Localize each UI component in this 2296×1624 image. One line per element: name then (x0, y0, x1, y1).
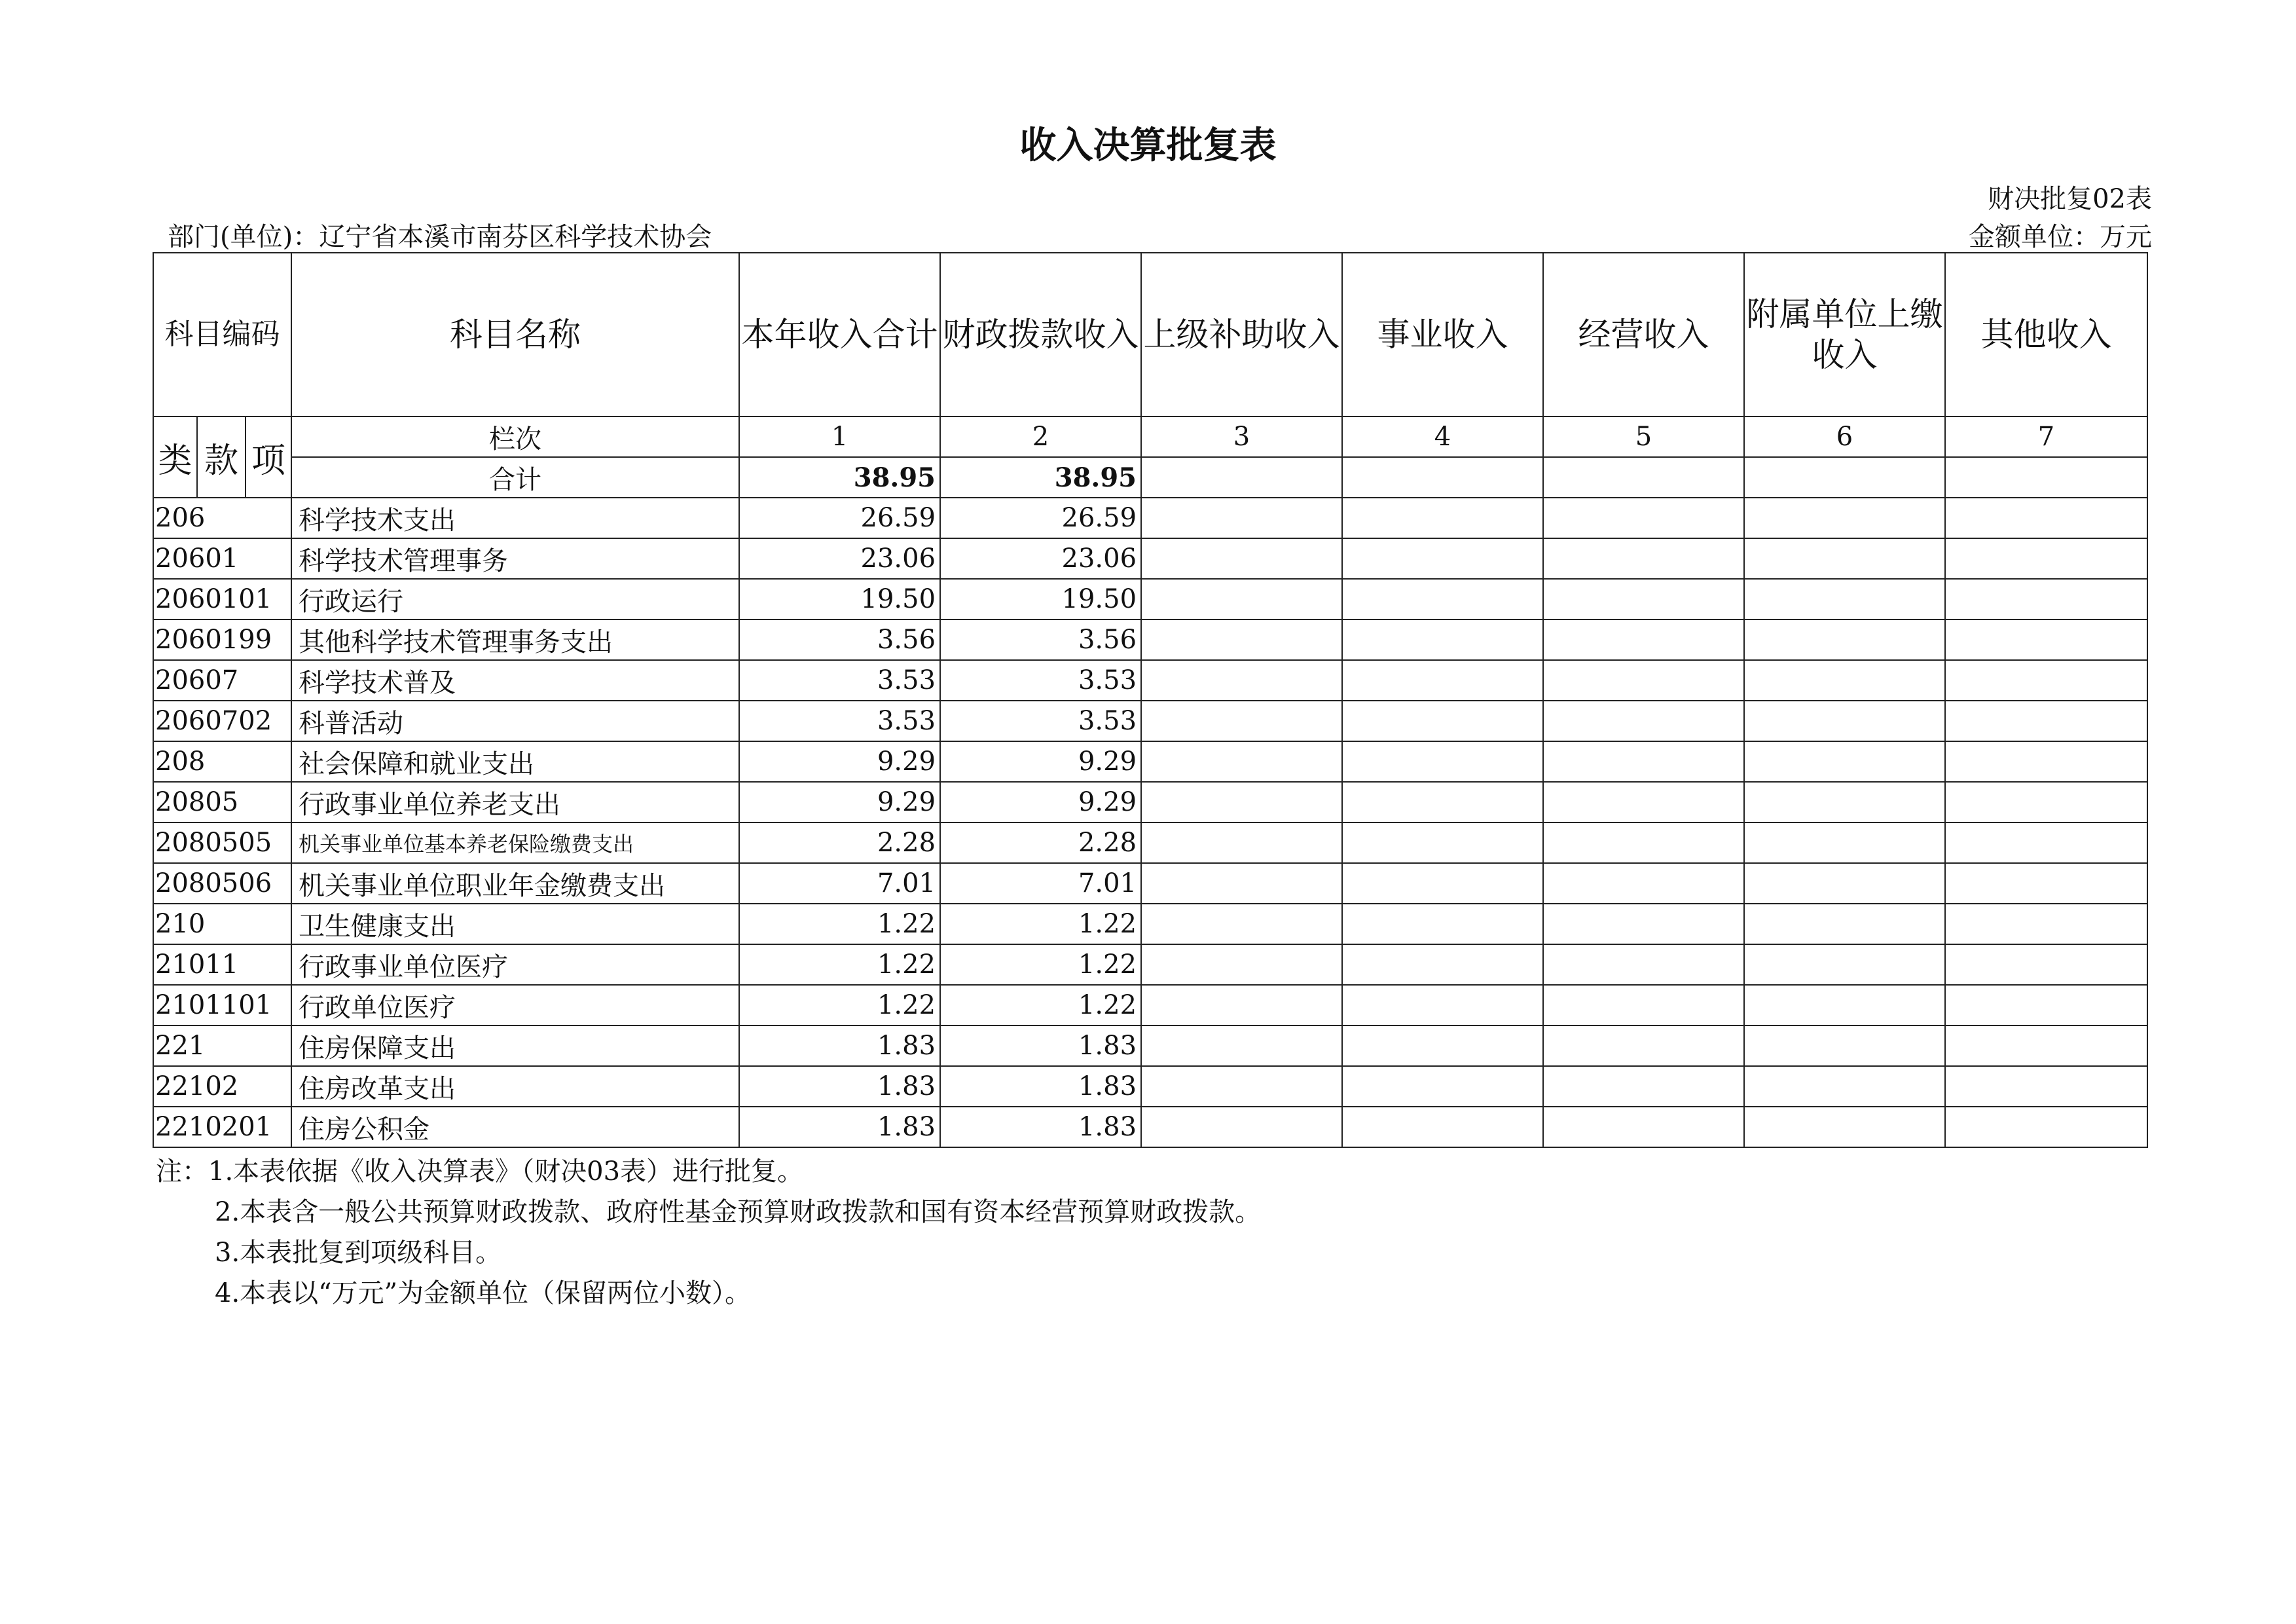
empty-cell (1543, 457, 1744, 498)
empty-cell (1945, 538, 2147, 579)
amount-unit-label: 金额单位：万元 (1969, 222, 2152, 252)
empty-cell (1141, 457, 1342, 498)
empty-cell (1945, 985, 2147, 1025)
empty-cell (1945, 457, 2147, 498)
row-fiscal: 9.29 (940, 782, 1141, 822)
row-code: 2101101 (153, 985, 291, 1025)
empty-cell (1744, 619, 1945, 660)
empty-cell (1141, 579, 1342, 619)
empty-cell (1945, 498, 2147, 538)
table-row (153, 782, 2147, 822)
row-income-total: 19.50 (739, 579, 940, 619)
header-affiliated-income: 附属单位上缴收入 (1744, 253, 1945, 416)
header-other-income: 其他收入 (1945, 253, 2147, 416)
row-fiscal: 3.53 (940, 701, 1141, 741)
empty-cell (1945, 863, 2147, 904)
empty-cell (1543, 538, 1744, 579)
row-fiscal: 9.29 (940, 741, 1141, 782)
table-row (153, 619, 2147, 660)
table-row (153, 741, 2147, 782)
row-income-total: 7.01 (739, 863, 940, 904)
row-income-total: 1.22 (739, 944, 940, 985)
row-fiscal: 1.22 (940, 944, 1141, 985)
table-row (153, 944, 2147, 985)
empty-cell (1945, 619, 2147, 660)
row-code: 21011 (153, 944, 291, 985)
header-business-income: 事业收入 (1342, 253, 1543, 416)
column-number-2: 2 (940, 416, 1141, 457)
total-income: 38.95 (739, 457, 940, 498)
empty-cell (1945, 822, 2147, 863)
row-name: 住房改革支出 (291, 1066, 739, 1107)
empty-cell (1543, 944, 1744, 985)
row-code: 2080506 (153, 863, 291, 904)
empty-cell (1141, 985, 1342, 1025)
row-code: 20607 (153, 660, 291, 701)
empty-cell (1141, 1107, 1342, 1147)
header-code: 科目编码 (153, 253, 291, 416)
row-income-total: 9.29 (739, 741, 940, 782)
empty-cell (1141, 498, 1342, 538)
empty-cell (1744, 782, 1945, 822)
row-name: 科学技术普及 (291, 660, 739, 701)
department-label: 部门(单位)：辽宁省本溪市南芬区科学技术协会 (168, 222, 712, 252)
empty-cell (1543, 904, 1744, 944)
empty-cell (1543, 619, 1744, 660)
column-number-row (153, 416, 2147, 457)
row-name: 科学技术管理事务 (291, 538, 739, 579)
header-fiscal: 财政拨款收入 (940, 253, 1141, 416)
row-name: 行政单位医疗 (291, 985, 739, 1025)
empty-cell (1342, 944, 1543, 985)
row-income-total: 1.22 (739, 904, 940, 944)
row-name: 卫生健康支出 (291, 904, 739, 944)
note-2: 2.本表含一般公共预算财政拨款、政府性基金预算财政拨款和国有资本经营预算财政拨款。 (215, 1197, 1262, 1227)
row-name: 机关事业单位基本养老保险缴费支出 (291, 822, 739, 863)
table-row (153, 538, 2147, 579)
empty-cell (1945, 1066, 2147, 1107)
empty-cell (1744, 904, 1945, 944)
row-code: 208 (153, 741, 291, 782)
empty-cell (1342, 1066, 1543, 1107)
row-name: 社会保障和就业支出 (291, 741, 739, 782)
empty-cell (1945, 1025, 2147, 1066)
row-fiscal: 3.56 (940, 619, 1141, 660)
form-number: 财决批复02表 (1988, 184, 2152, 214)
table-row (153, 579, 2147, 619)
table-row (153, 863, 2147, 904)
empty-cell (1744, 1066, 1945, 1107)
table-row (153, 498, 2147, 538)
row-fiscal: 26.59 (940, 498, 1141, 538)
row-income-total: 1.22 (739, 985, 940, 1025)
empty-cell (1543, 822, 1744, 863)
empty-cell (1543, 1025, 1744, 1066)
row-fiscal: 1.83 (940, 1025, 1141, 1066)
row-income-total: 2.28 (739, 822, 940, 863)
empty-cell (1342, 457, 1543, 498)
empty-cell (1744, 701, 1945, 741)
empty-cell (1945, 1107, 2147, 1147)
row-fiscal: 23.06 (940, 538, 1141, 579)
row-code: 20601 (153, 538, 291, 579)
row-income-total: 23.06 (739, 538, 940, 579)
row-code: 210 (153, 904, 291, 944)
empty-cell (1342, 822, 1543, 863)
empty-cell (1543, 1066, 1744, 1107)
total-label: 合计 (291, 457, 739, 498)
row-code: 2210201 (153, 1107, 291, 1147)
row-name: 科普活动 (291, 701, 739, 741)
empty-cell (1744, 457, 1945, 498)
table-row (153, 1025, 2147, 1066)
header-operating-income: 经营收入 (1543, 253, 1744, 416)
empty-cell (1543, 985, 1744, 1025)
empty-cell (1744, 822, 1945, 863)
row-name: 行政事业单位医疗 (291, 944, 739, 985)
row-income-total: 9.29 (739, 782, 940, 822)
empty-cell (1342, 904, 1543, 944)
empty-cell (1141, 822, 1342, 863)
column-number-3: 3 (1141, 416, 1342, 457)
empty-cell (1141, 619, 1342, 660)
row-fiscal: 1.83 (940, 1107, 1141, 1147)
row-fiscal: 2.28 (940, 822, 1141, 863)
empty-cell (1342, 863, 1543, 904)
row-name: 行政运行 (291, 579, 739, 619)
empty-cell (1543, 579, 1744, 619)
empty-cell (1342, 579, 1543, 619)
empty-cell (1342, 701, 1543, 741)
empty-cell (1543, 498, 1744, 538)
empty-cell (1141, 863, 1342, 904)
empty-cell (1141, 660, 1342, 701)
row-code: 22102 (153, 1066, 291, 1107)
empty-cell (1543, 741, 1744, 782)
empty-cell (1141, 904, 1342, 944)
row-code: 2060101 (153, 579, 291, 619)
header-row (153, 253, 2147, 416)
row-income-total: 3.56 (739, 619, 940, 660)
empty-cell (1342, 498, 1543, 538)
row-code: 221 (153, 1025, 291, 1066)
notes (156, 1151, 1261, 1314)
column-number-6: 6 (1744, 416, 1945, 457)
empty-cell (1141, 944, 1342, 985)
table-row (153, 660, 2147, 701)
row-code: 2080505 (153, 822, 291, 863)
empty-cell (1342, 619, 1543, 660)
table-row (153, 701, 2147, 741)
empty-cell (1945, 782, 2147, 822)
empty-cell (1342, 985, 1543, 1025)
empty-cell (1543, 863, 1744, 904)
row-code: 2060702 (153, 701, 291, 741)
empty-cell (1141, 1025, 1342, 1066)
note-4: 4.本表以“万元”为金额单位（保留两位小数）。 (215, 1278, 752, 1308)
empty-cell (1945, 741, 2147, 782)
empty-cell (1945, 904, 2147, 944)
empty-cell (1342, 1107, 1543, 1147)
row-income-total: 3.53 (739, 701, 940, 741)
empty-cell (1744, 498, 1945, 538)
empty-cell (1141, 538, 1342, 579)
empty-cell (1744, 1107, 1945, 1147)
empty-cell (1744, 579, 1945, 619)
empty-cell (1945, 660, 2147, 701)
empty-cell (1744, 538, 1945, 579)
empty-cell (1543, 701, 1744, 741)
row-fiscal: 1.22 (940, 985, 1141, 1025)
empty-cell (1744, 1025, 1945, 1066)
header-income-total: 本年收入合计 (739, 253, 940, 416)
empty-cell (1141, 741, 1342, 782)
row-income-total: 26.59 (739, 498, 940, 538)
empty-cell (1744, 944, 1945, 985)
empty-cell (1543, 660, 1744, 701)
row-income-total: 1.83 (739, 1025, 940, 1066)
empty-cell (1342, 660, 1543, 701)
row-income-total: 1.83 (739, 1066, 940, 1107)
note-1: 注：1.本表依据《收入决算表》（财决03表）进行批复。 (156, 1156, 804, 1187)
row-name: 机关事业单位职业年金缴费支出 (291, 863, 739, 904)
income-approval-table (153, 252, 2148, 1148)
empty-cell (1342, 538, 1543, 579)
empty-cell (1141, 1066, 1342, 1107)
row-fiscal: 19.50 (940, 579, 1141, 619)
row-name: 住房保障支出 (291, 1025, 739, 1066)
empty-cell (1945, 579, 2147, 619)
empty-cell (1342, 782, 1543, 822)
header-superior-subsidy: 上级补助收入 (1141, 253, 1342, 416)
row-code: 206 (153, 498, 291, 538)
row-fiscal: 3.53 (940, 660, 1141, 701)
empty-cell (1744, 660, 1945, 701)
row-name: 其他科学技术管理事务支出 (291, 619, 739, 660)
empty-cell (1945, 944, 2147, 985)
header-name: 科目名称 (291, 253, 739, 416)
row-fiscal: 1.83 (940, 1066, 1141, 1107)
page-title: 收入决算批复表 (1019, 124, 1277, 167)
table-row (153, 1066, 2147, 1107)
empty-cell (1342, 1025, 1543, 1066)
row-name: 行政事业单位养老支出 (291, 782, 739, 822)
row-name: 科学技术支出 (291, 498, 739, 538)
empty-cell (1744, 741, 1945, 782)
empty-cell (1342, 741, 1543, 782)
empty-cell (1744, 985, 1945, 1025)
row-name: 住房公积金 (291, 1107, 739, 1147)
table-row (153, 1107, 2147, 1147)
row-income-total: 1.83 (739, 1107, 940, 1147)
row-code: 20805 (153, 782, 291, 822)
kind-kuan: 款 (197, 416, 246, 498)
column-number-7: 7 (1945, 416, 2147, 457)
column-number-5: 5 (1543, 416, 1744, 457)
empty-cell (1141, 701, 1342, 741)
row-fiscal: 1.22 (940, 904, 1141, 944)
row-income-total: 3.53 (739, 660, 940, 701)
column-number-4: 4 (1342, 416, 1543, 457)
empty-cell (1543, 1107, 1744, 1147)
total-row (153, 457, 2147, 498)
empty-cell (1744, 863, 1945, 904)
column-number-1: 1 (739, 416, 940, 457)
column-number-label: 栏次 (291, 416, 739, 457)
table-row (153, 822, 2147, 863)
row-fiscal: 7.01 (940, 863, 1141, 904)
table-row (153, 904, 2147, 944)
note-3: 3.本表批复到项级科目。 (215, 1238, 502, 1268)
kind-xiang: 项 (246, 416, 291, 498)
table-row (153, 985, 2147, 1025)
empty-cell (1141, 782, 1342, 822)
row-code: 2060199 (153, 619, 291, 660)
empty-cell (1543, 782, 1744, 822)
empty-cell (1945, 701, 2147, 741)
kind-class: 类 (153, 416, 197, 498)
total-fiscal: 38.95 (940, 457, 1141, 498)
